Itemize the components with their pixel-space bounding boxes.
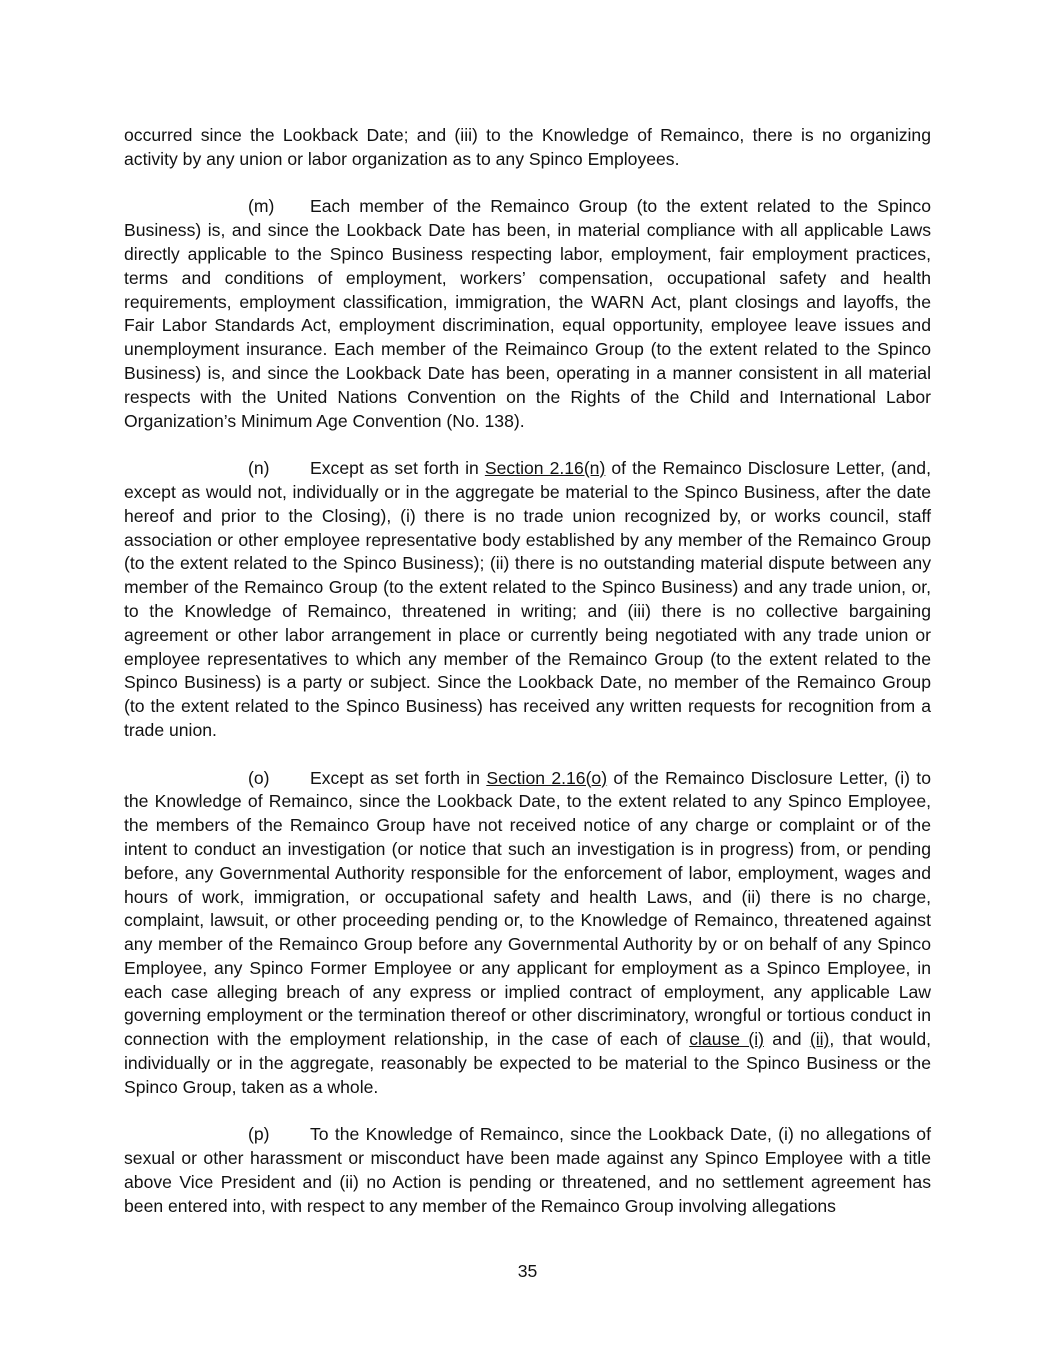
paragraph-o: [124, 767, 931, 1100]
paragraph-label-m: (m): [248, 196, 275, 217]
paragraph-m: [124, 195, 931, 433]
paragraph-p: [124, 1123, 931, 1218]
paragraph-label-o: (o): [248, 767, 270, 788]
paragraph-m-text: Each member of the Remainco Group (to the extent related to the Spinco Business) is, and since the Lookback Date has been, in material compliance with all applicable Laws directly applicable to the Spinco Business respecting labor, employment, fair employment practices, terms and conditions of employment, workers’ compensation, occupational safety and health requirements, employment classification, immigration, the WARN Act, plant closings and layoffs, the Fair Labor Standards Act, employment discrimination, equal opportunity, employee leave issues and unemployment insurance. Each member of the Reimainco Group (to the extent related to the Spinco Business) is, and since the Lookback Date has been, operating in a manner consistent in all material respects with the United Nations Convention on the Rights of the Child and International Labor Organization’s Minimum Age Convention (No. 138).: [124, 196, 931, 431]
section-reference-o: Section 2.16(o): [486, 767, 608, 788]
paragraph-n-text-start: Except as set forth in: [310, 458, 485, 479]
paragraph-n: [124, 457, 931, 743]
paragraph-o-text-start: Except as set forth in: [310, 767, 487, 788]
clause-reference-i: clause (i): [689, 1029, 764, 1050]
paragraph-label-n: (n): [248, 458, 270, 479]
page-number: 35: [517, 1261, 538, 1281]
clause-reference-ii: (ii): [809, 1029, 830, 1050]
paragraph-o-text-and: and: [763, 1029, 810, 1050]
paragraph-o-text-end: , that would, individually or in the aggregate, reasonably be expected to be material to the Spinco Business or the Spinco Group, taken as a whole.: [124, 1029, 931, 1097]
section-reference-n: Section 2.16(n): [484, 458, 606, 479]
document-body: [124, 124, 931, 1242]
paragraph-p-text: To the Knowledge of Remainco, since the Lookback Date, (i) no allegations of sexual or other harassment or misconduct have been made against any Spinco Employee with a title above Vice President and (ii) no Action is pending or threatened, and no settlement agreement has been entered into, with respect to any member of the Remainco Group involving allegations: [124, 1124, 931, 1216]
paragraph-o-text-mid: of the Remainco Disclosure Letter, (i) to the Knowledge of Remainco, since the Lookback Date, to the extent related to any Spinco Employee, the members of the Remainco Group have not received notice of any charge or complaint or of the intent to conduct an investigation (or notice that such an investigation is in progress) from, or pending before, any Governmental Authority responsible for the enforcement of labor, employment, wages and hours of work, immigration, or occupational safety and health Laws, and (ii) there is no charge, complaint, lawsuit, or other proceeding pending or, to the Knowledge of Remainco, threatened against any member of the Remainco Group before any Governmental Authority by or on behalf of any Spinco Employee, any Spinco Former Employee or any applicant for employment as a Spinco Employee, in each case alleging breach of any express or implied contract of employment, any applicable Law governing employment or the termination thereof or other discriminatory, wrongful or tortious conduct in connection with the employment relationship, in the case of each of: [124, 767, 931, 1050]
paragraph-continuation: occurred since the Lookback Date; and (iii) to the Knowledge of Remainco, there is no organizing activity by any union or labor organization as to any Spinco Employees.: [124, 125, 931, 169]
paragraph-n-text-rest: of the Remainco Disclosure Letter, (and, except as would not, individually or in the aggregate be material to the Spinco Business, after the date hereof and prior to the Closing), (i) there is no trade union recognized by, or works council, staff association or other employee representative body established by any member of the Remainco Group (to the extent related to the Spinco Business); (ii) there is no outstanding material dispute between any member of the Remainco Group (to the extent related to the Spinco Business) and any trade union, or, to the Knowledge of Remainco, threatened in writing; and (iii) there is no collective bargaining agreement or other labor arrangement in place or currently being negotiated with any trade union or employee representatives to which any member of the Remainco Group (to the extent related to the Spinco Business) is a party or subject. Since the Lookback Date, no member of the Remainco Group (to the extent related to the Spinco Business) has received any written requests for recognition from a trade union.: [124, 458, 931, 740]
paragraph-label-p: (p): [248, 1124, 270, 1145]
